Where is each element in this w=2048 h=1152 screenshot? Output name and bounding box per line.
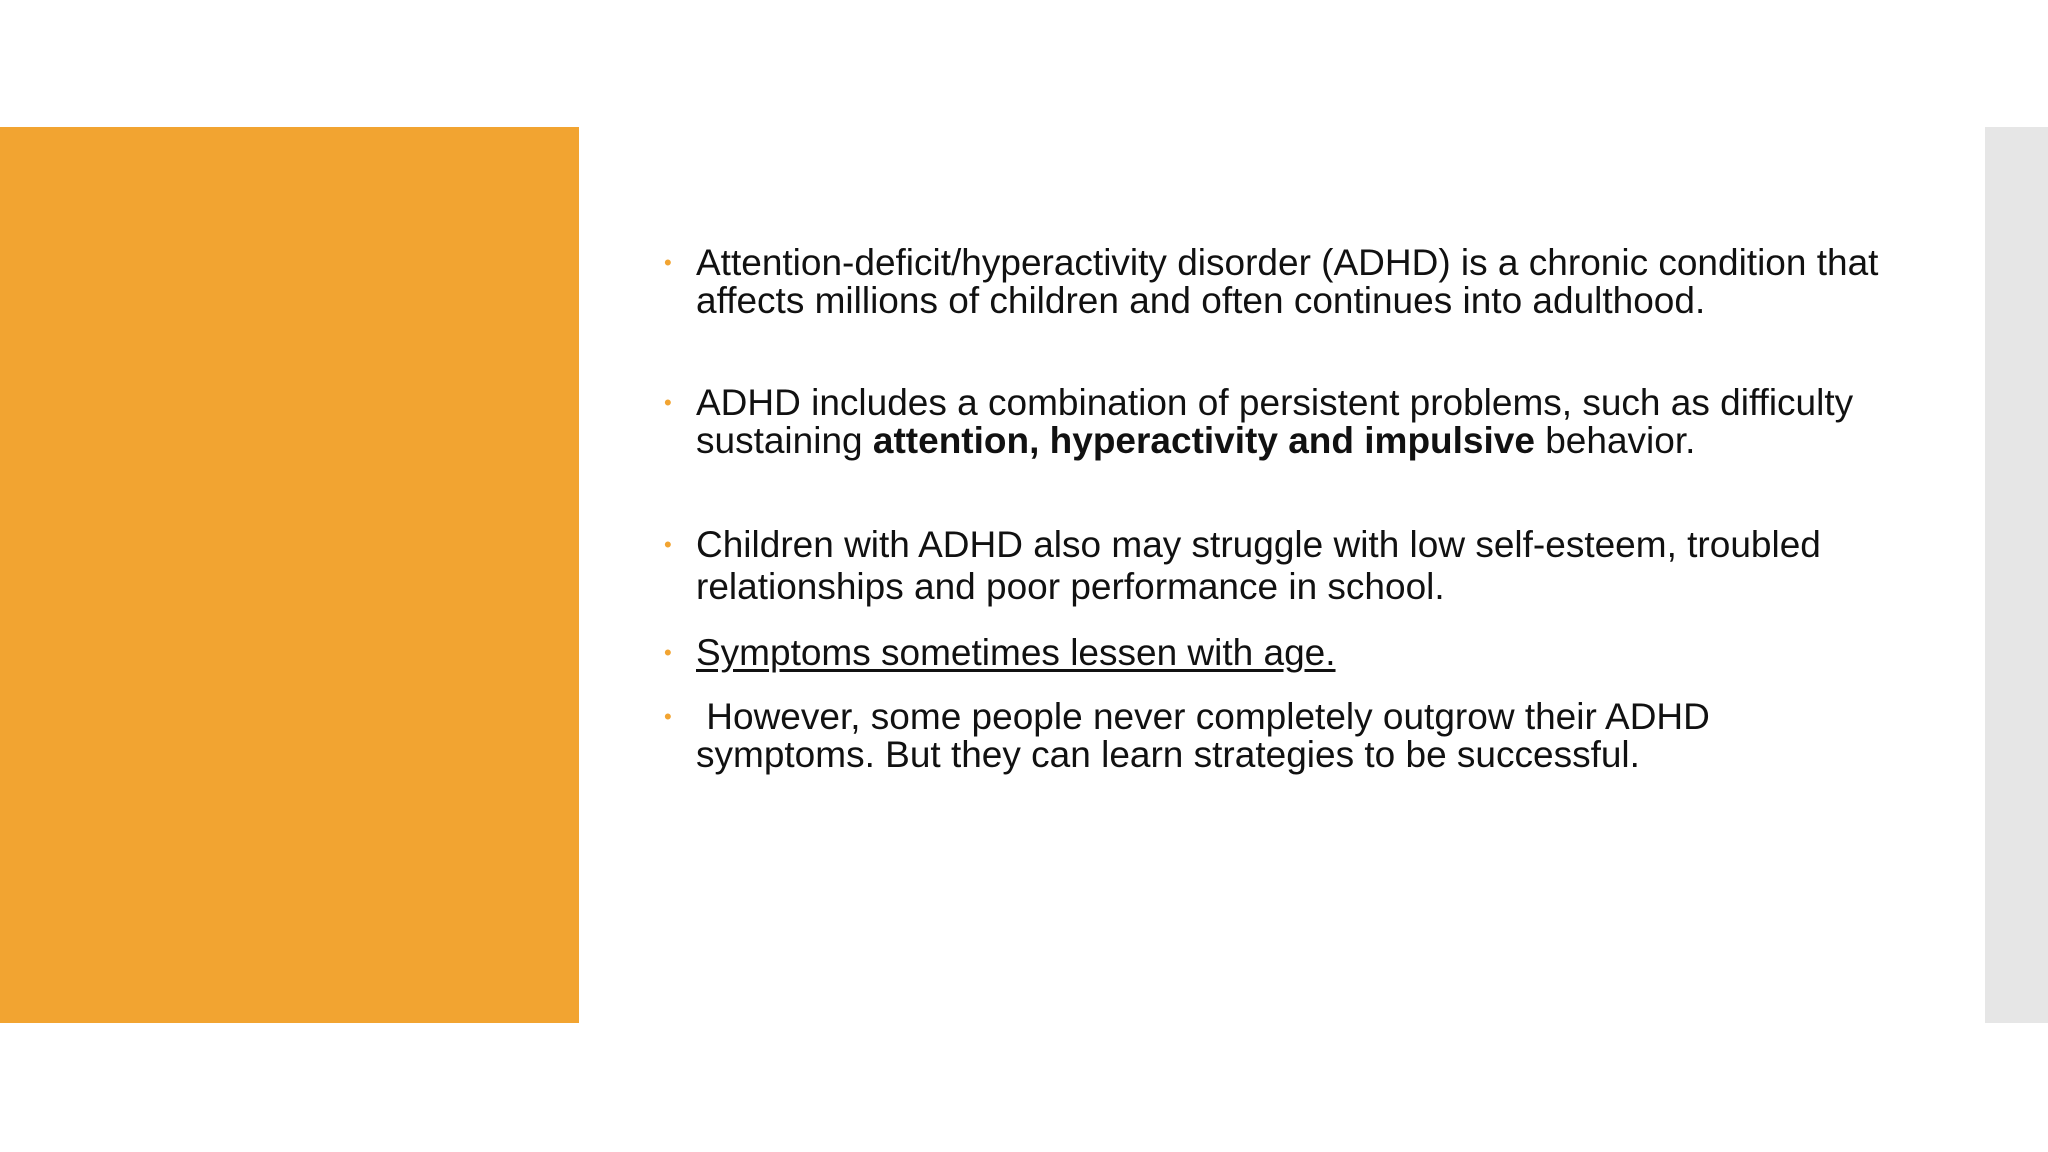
bullet-dot-icon: • <box>664 704 672 729</box>
bullet-text-after: behavior. <box>1534 420 1696 461</box>
bullet-item-4 <box>664 634 1884 672</box>
bullet-text: Attention-deficit/hyperactivity disorder (ADHD) is a chronic condition that affects millions of children and often continues into adulthood. <box>696 242 1879 321</box>
bullet-list <box>664 244 1884 774</box>
content-area <box>664 244 1884 774</box>
bullet-text: However, some people never completely outgrow their ADHD symptoms. But they can learn strategies to be successful. <box>696 696 1721 775</box>
bullet-dot-icon: • <box>664 532 672 557</box>
bullet-item-3 <box>664 524 1884 608</box>
bullet-item-5 <box>664 698 1884 774</box>
bullet-dot-icon: • <box>664 640 672 665</box>
bullet-item-2 <box>664 384 1884 460</box>
bullet-text: Children with ADHD also may struggle with low self-esteem, troubled relationships and poor performance in school. <box>696 524 1821 607</box>
accent-block <box>0 127 579 1023</box>
bullet-item-1 <box>664 244 1884 320</box>
bullet-text-bold: attention, hyperactivity and impulsive <box>872 420 1535 461</box>
side-strip <box>1985 127 2048 1023</box>
bullet-text-before: ADHD includes a combination of persistent problems, such as difficulty sustaining <box>696 382 1854 461</box>
bullet-dot-icon: • <box>664 250 672 275</box>
bullet-dot-icon: • <box>664 390 672 415</box>
bullet-text-underlined: Symptoms sometimes lessen with age. <box>696 632 1336 673</box>
